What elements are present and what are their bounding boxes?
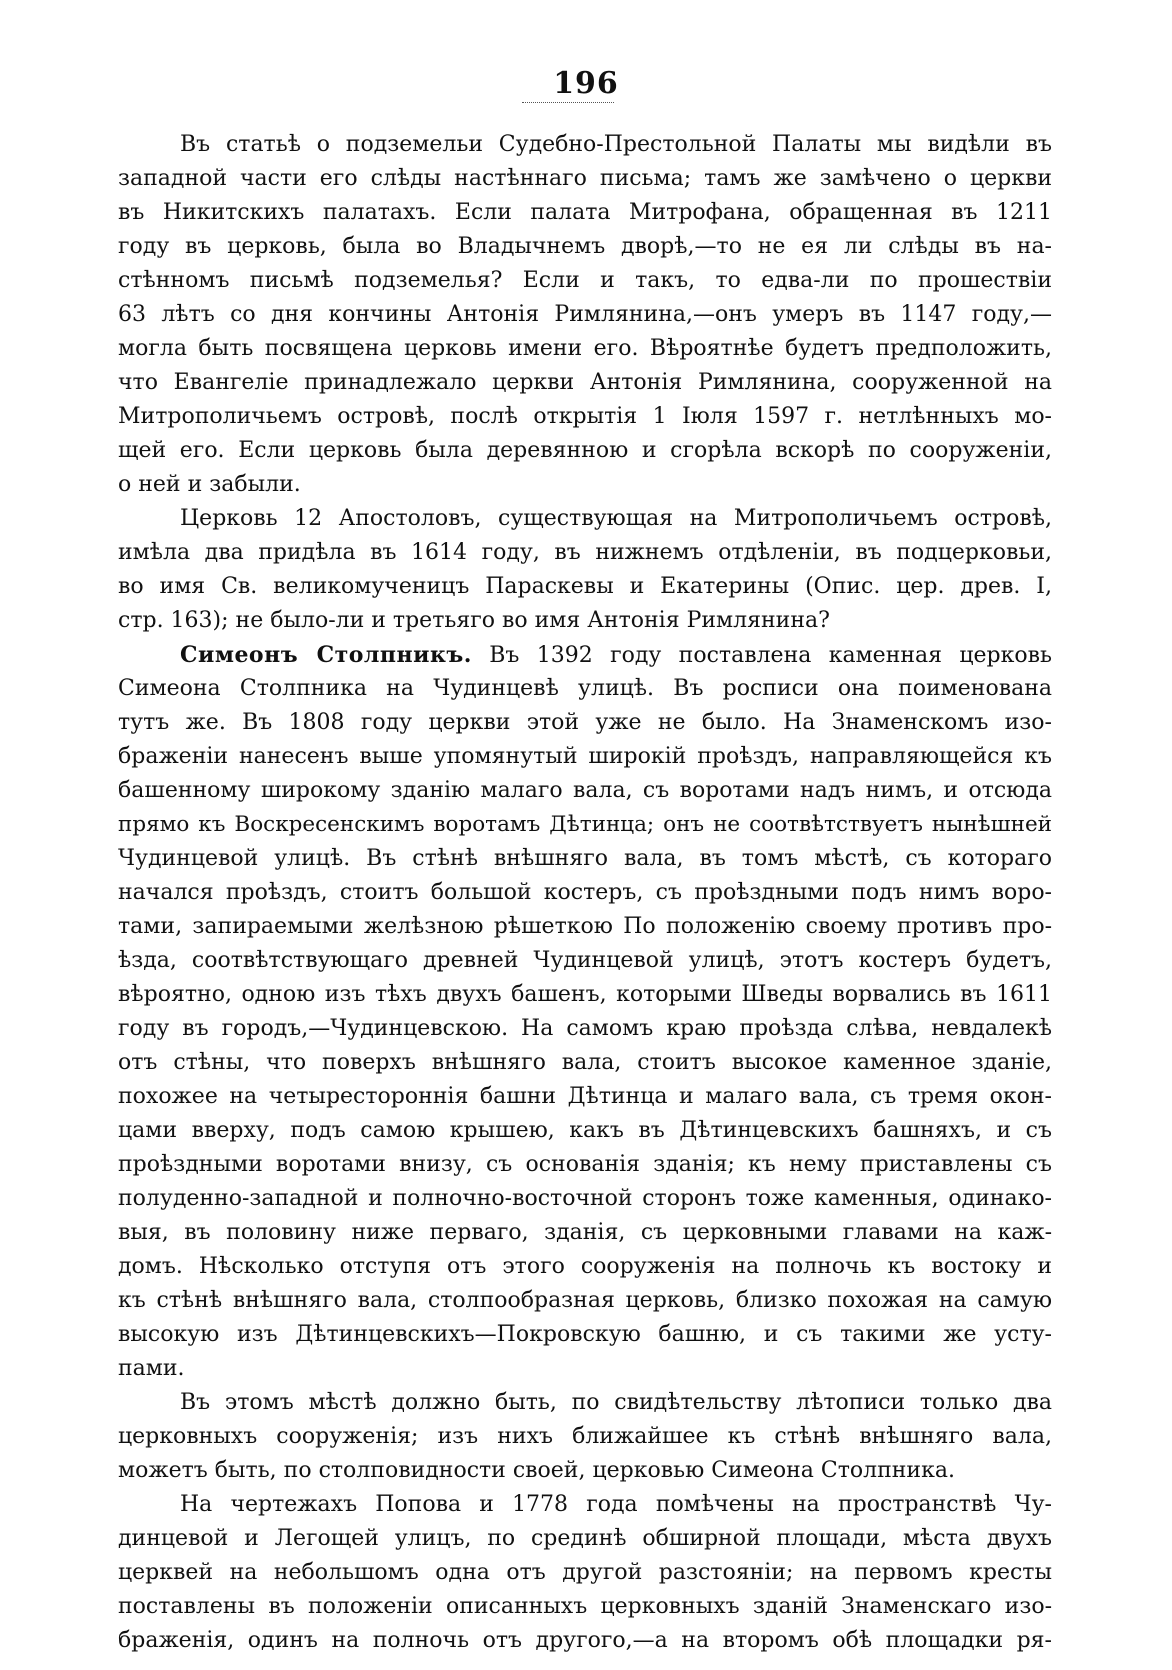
text-line xyxy=(118,638,1052,672)
paragraph-3 xyxy=(118,638,1052,1386)
text-line: во имя Св. великомученицъ Параскевы и Екатерины (Опис. цер. древ. І, xyxy=(118,574,1052,599)
text-line: браженія, одинъ на полночь отъ другого,—а на второмъ обѣ площадки ря- xyxy=(118,1628,1052,1653)
text-line: году въ церковь, была во Владычнемъ дворѣ,—то не ея ли слѣды въ на- xyxy=(118,234,1052,259)
paragraph-5 xyxy=(118,1488,1052,1658)
body-text xyxy=(118,128,1052,1658)
section-heading: Симеонъ Столпникъ. xyxy=(180,642,472,668)
text-line: домъ. Нѣсколько отступя отъ этого сооруженія на полночь къ востоку и xyxy=(118,1254,1052,1279)
text-line: тутъ же. Въ 1808 году церкви этой уже не было. На Знаменскомъ изо- xyxy=(118,710,1052,735)
text-line: тами, запираемыми желѣзною рѣшеткою По положенію своему противъ про- xyxy=(118,914,1052,939)
text-line: стѣнномъ письмѣ подземелья? Если и такъ, то едва-ли по прошествіи xyxy=(118,268,1052,293)
text-line: вѣроятно, одною изъ тѣхъ двухъ башенъ, которыми Шведы ворвались въ 1611 xyxy=(118,982,1052,1007)
text-line: Церковь 12 Апостоловъ, существующая на Митрополичьемъ островѣ, xyxy=(180,506,1052,531)
text-line: что Евангеліе принадлежало церкви Антонія Римлянина, сооруженной на xyxy=(118,370,1052,395)
text-line: На чертежахъ Попова и 1778 года помѣчены на пространствѣ Чу- xyxy=(180,1492,1052,1517)
text-line: Въ этомъ мѣстѣ должно быть, по свидѣтельству лѣтописи только два xyxy=(180,1390,1052,1415)
text-line: начался проѣздъ, стоитъ большой костеръ, съ проѣздными подъ нимъ воро- xyxy=(118,880,1052,905)
text-line: полуденно-западной и полночно-восточной сторонъ тоже каменныя, одинако- xyxy=(118,1186,1052,1211)
text-line: могла быть посвящена церковь имени его. Вѣроятнѣе будетъ предположить, xyxy=(118,336,1052,361)
text-line: о ней и забыли. xyxy=(118,472,301,497)
text-line: высокую изъ Дѣтинцевскихъ—Покровскую башню, и съ такими же усту- xyxy=(118,1322,1052,1347)
text-line: къ стѣнѣ внѣшняго вала, столпообразная церковь, близко похожая на самую xyxy=(118,1288,1052,1313)
text-line: ѣзда, соотвѣтствующаго древней Чудинцевой улицѣ, этотъ костеръ будетъ, xyxy=(118,948,1052,973)
text-line: церквей на небольшомъ одна отъ другой разстояніи; на первомъ кресты xyxy=(118,1560,1052,1585)
paragraph-1 xyxy=(118,128,1052,502)
text-line: браженіи нанесенъ выше упомянутый широкій проѣздъ, направляющейся къ xyxy=(118,744,1052,769)
text-line: можетъ быть, по столповидности своей, церковью Симеона Столпника. xyxy=(118,1458,955,1483)
text-line: прямо къ Воскресенскимъ воротамъ Дѣтинца; онъ не соотвѣтствуетъ нынѣшней xyxy=(118,812,1052,837)
text-line: Симеона Столпника на Чудинцевѣ улицѣ. Въ росписи она поименована xyxy=(118,676,1052,701)
text-line: церковныхъ сооруженія; изъ нихъ ближайшее къ стѣнѣ внѣшняго вала, xyxy=(118,1424,1052,1449)
paragraph-4 xyxy=(118,1386,1052,1488)
text-line: стр. 163); не было-ли и третьяго во имя Антонія Римлянина? xyxy=(118,608,830,633)
text-line: похожее на четырестороннія башни Дѣтинца и малаго вала, съ тремя окон- xyxy=(118,1084,1052,1109)
text-line: отъ стѣны, что поверхъ внѣшняго вала, стоитъ высокое каменное зданіе, xyxy=(118,1050,1052,1075)
text-line: западной части его слѣды настѣннаго письма; тамъ же замѣчено о церкви xyxy=(118,166,1052,191)
text-line: пами. xyxy=(118,1356,185,1381)
text-line: динцевой и Легощей улицъ, по срединѣ обширной площади, мѣста двухъ xyxy=(118,1526,1052,1551)
text-line-rest: Въ 1392 году поставлена каменная церковь xyxy=(471,643,1052,668)
text-line: поставлены въ положеніи описанныхъ церковныхъ зданій Знаменскаго изо- xyxy=(118,1594,1052,1619)
text-line: имѣла два придѣла въ 1614 году, въ нижнемъ отдѣленіи, въ подцерковьи, xyxy=(118,540,1052,565)
text-line: цами вверху, подъ самою крышею, какъ въ Дѣтинцевскихъ башняхъ, и съ xyxy=(118,1118,1052,1143)
text-line: 63 лѣтъ со дня кончины Антонія Римлянина,—онъ умеръ въ 1147 году,— xyxy=(118,302,1052,327)
text-line: выя, въ половину ниже перваго, зданія, съ церковными главами на каж- xyxy=(118,1220,1052,1245)
text-line: въ Никитскихъ палатахъ. Если палата Митрофана, обращенная въ 1211 xyxy=(118,200,1052,225)
text-line: проѣздными воротами внизу, съ основанія зданія; къ нему приставлены съ xyxy=(118,1152,1052,1177)
paragraph-2 xyxy=(118,502,1052,638)
page-number: 196 xyxy=(553,66,619,101)
text-line: Митрополичьемъ островѣ, послѣ открытія 1 Іюля 1597 г. нетлѣнныхъ мо- xyxy=(118,404,1052,429)
page-number-rule xyxy=(522,102,614,103)
text-line: башенному широкому зданію малаго вала, съ воротами надъ нимъ, и отсюда xyxy=(118,778,1052,803)
text-line: щей его. Если церковь была деревянною и сгорѣла вскорѣ по сооруженіи, xyxy=(118,438,1052,463)
text-line: году въ городъ,—Чудинцевскою. На самомъ краю проѣзда слѣва, невдалекѣ xyxy=(118,1016,1052,1041)
text-line: Чудинцевой улицѣ. Въ стѣнѣ внѣшняго вала, въ томъ мѣстѣ, съ котораго xyxy=(118,846,1052,871)
text-line: Въ статьѣ о подземельи Судебно-Престольной Палаты мы видѣли въ xyxy=(180,132,1052,157)
